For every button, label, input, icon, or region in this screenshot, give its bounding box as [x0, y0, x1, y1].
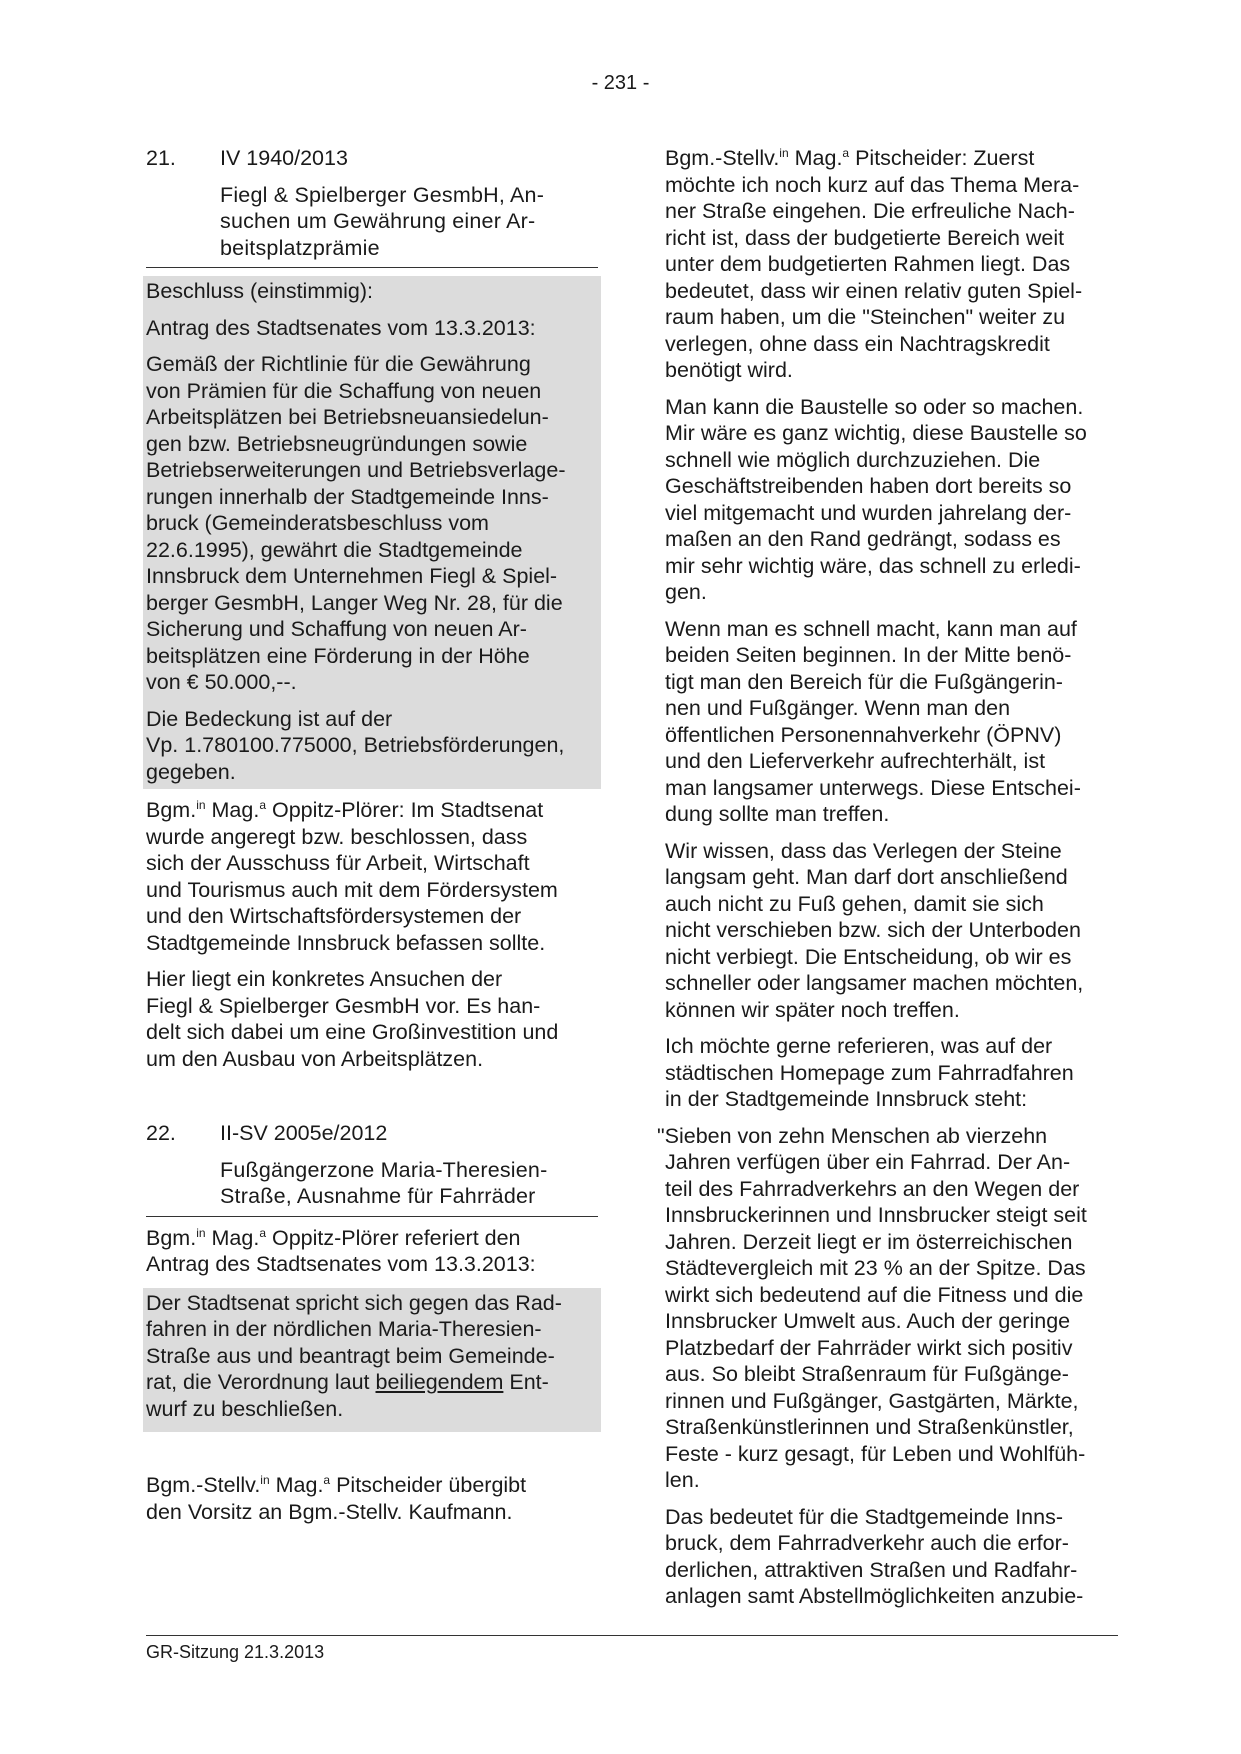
text-line: schneller oder langsamer machen möchten,	[665, 971, 1084, 995]
text-line: verlegen, ohne dass ein Nachtragskredit	[665, 331, 1050, 356]
attachment-link[interactable]: beiliegendem	[375, 1370, 504, 1394]
item-21-code: IV 1940/2013	[220, 146, 348, 170]
speaker-paragraph	[146, 1225, 598, 1278]
text-line: Platzbedarf der Fahrräder wirkt sich positiv	[665, 1335, 1073, 1360]
text-line: Fiegl & Spielberger GesmbH vor. Es han-	[146, 993, 541, 1018]
text-line: in der Stadtgemeinde Innsbruck steht:	[665, 1087, 1028, 1111]
text-line: anlagen samt Abstellmöglichkeiten anzubie-	[665, 1584, 1084, 1608]
text-line: dung sollte man treffen.	[665, 802, 890, 826]
speaker-title: Bgm.-Stellv.	[146, 1473, 261, 1497]
text-line: Innsbruckerinnen und Innsbrucker steigt seit	[665, 1203, 1087, 1227]
text-line: bedeutet, dass wir einen relativ guten Spiel-	[665, 278, 1083, 303]
text-line: möchte ich noch kurz auf das Thema Mera-	[665, 172, 1080, 197]
text-line: Ich möchte gerne referieren, was auf der	[665, 1034, 1053, 1058]
text-line: gegeben.	[146, 759, 236, 784]
text-line: Das bedeutet für die Stadtgemeinde Inns-	[665, 1504, 1064, 1529]
text-line: Arbeitsplätzen bei Betriebsneuansiedelun-	[146, 405, 549, 429]
speaker-line	[665, 145, 1117, 172]
text-line: Geschäftstreibenden haben dort bereits so	[665, 474, 1072, 498]
text-line: rinnen und Fußgänger, Gastgärten, Märkte,	[665, 1388, 1079, 1413]
text-line: Stadtgemeinde Innsbruck befassen sollte.	[146, 930, 546, 955]
text-line: berger GesmbH, Langer Weg Nr. 28, für die	[146, 590, 563, 615]
text-line: um den Ausbau von Arbeitsplätzen.	[146, 1046, 484, 1071]
speaker-title: Mag.	[788, 146, 843, 170]
speaker-title: Bgm.-Stellv.	[665, 146, 780, 170]
text-line: langsam geht. Man darf dort anschließend	[665, 865, 1068, 889]
superscript: in	[260, 1473, 270, 1487]
speaker-line	[146, 797, 598, 824]
text-line: Wir wissen, dass das Verlegen der Steine	[665, 838, 1062, 863]
text-line: Jahren verfügen über ein Fahrrad. Der An-	[665, 1150, 1071, 1174]
text-line: wurf zu beschließen.	[146, 1396, 344, 1421]
paragraph	[665, 394, 1117, 606]
text-line: öffentlichen Personennahverkehr (ÖPNV)	[665, 722, 1062, 747]
text-line: Gemäß der Richtlinie für die Gewährung	[146, 352, 531, 376]
paragraph	[146, 966, 598, 1072]
title-line: Straße, Ausnahme für Fahrräder	[220, 1184, 536, 1208]
text-line: Antrag des Stadtsenates vom 13.3.2013:	[146, 1252, 536, 1276]
superscript: a	[259, 1225, 266, 1240]
text-line: mir sehr wichtig wäre, das schnell zu erledi-	[665, 553, 1081, 578]
text-line: rungen innerhalb der Stadtgemeinde Inns-	[146, 484, 549, 509]
item-22-code: II-SV 2005e/2012	[220, 1121, 388, 1145]
paragraph	[665, 1033, 1117, 1113]
speaker-title: Mag.	[269, 1473, 324, 1497]
text-line: raum haben, um die "Steinchen" weiter zu	[665, 305, 1066, 329]
text-line: maßen an den Rand gedrängt, sodass es	[665, 527, 1061, 551]
item-21-header	[146, 145, 598, 172]
text-line: teil des Fahrradverkehrs an den Wegen der	[665, 1176, 1080, 1201]
title-line: suchen um Gewährung einer Ar-	[220, 209, 536, 233]
text-line: den Vorsitz an Bgm.-Stellv. Kaufmann.	[146, 1499, 513, 1524]
speaker-line	[146, 1472, 598, 1499]
superscript: in	[196, 1225, 206, 1240]
title-line: Fiegl & Spielberger GesmbH, An-	[220, 182, 545, 207]
item-22-number: 22.	[146, 1121, 176, 1145]
speaker-title: Bgm.	[146, 1225, 197, 1250]
text-line: "Sieben von zehn Menschen ab vierzehn	[657, 1123, 1048, 1148]
text-line: gen.	[665, 580, 707, 604]
text-line: Jahren. Derzeit liegt er im österreichischen	[665, 1229, 1073, 1254]
item-22-title	[220, 1157, 598, 1210]
speaker-text: Oppitz-Plörer: Im Stadtsenat	[266, 798, 544, 822]
text-line: Innsbrucker Umwelt aus. Auch der geringe	[665, 1309, 1071, 1333]
text-line: auch nicht zu Fuß gehen, damit sie sich	[665, 891, 1044, 916]
text-line: delt sich dabei um eine Großinvestition und	[146, 1020, 559, 1044]
text-span: Ent-	[503, 1370, 549, 1394]
paragraph	[665, 838, 1117, 1024]
decision-text	[146, 351, 598, 696]
right-column	[657, 145, 1117, 1610]
speaker-paragraph	[665, 145, 1117, 384]
text-line: Straße aus und beantragt beim Gemeinde-	[146, 1343, 555, 1368]
text-line: von Prämien für die Schaffung von neuen	[146, 378, 542, 403]
speaker-text: Oppitz-Plörer referiert den	[266, 1225, 521, 1250]
text-line: 22.6.1995), gewährt die Stadtgemeinde	[146, 537, 523, 562]
speaker-text: Pitscheider: Zuerst	[849, 146, 1035, 170]
page-footer: GR-Sitzung 21.3.2013	[146, 1635, 1118, 1663]
text-line: bruck (Gemeinderatsbeschluss vom	[146, 511, 489, 535]
item-21-number: 21.	[146, 146, 176, 170]
speaker-line	[146, 1225, 598, 1252]
item-21-decision-block	[143, 276, 601, 789]
text-line: beiden Seiten beginnen. In der Mitte benö-	[665, 643, 1072, 667]
item-22-motion-block	[143, 1288, 601, 1433]
text-line: Betriebserweiterungen und Betriebsverlage-	[146, 458, 566, 482]
text-line: unter dem budgetierten Rahmen liegt. Das	[665, 252, 1071, 276]
title-line: Fußgängerzone Maria-Theresien-	[220, 1157, 548, 1182]
text-line: beitsplätzen eine Förderung in der Höhe	[146, 643, 530, 668]
speaker-title: Mag.	[205, 1225, 260, 1250]
item-21-title	[220, 182, 598, 262]
decision-label: Beschluss (einstimmig):	[146, 279, 373, 303]
text-span: rat, die Verordnung laut	[146, 1370, 376, 1394]
text-line: Man kann die Baustelle so oder so machen.	[665, 394, 1084, 419]
text-line: sich der Ausschuss für Arbeit, Wirtschaft	[146, 851, 530, 875]
text-line: bruck, dem Fahrradverkehr auch die erfor-	[665, 1531, 1069, 1555]
text-line: derlichen, attraktiven Straßen und Radfahr-	[665, 1557, 1078, 1582]
text-line: benötigt wird.	[665, 358, 793, 382]
text-line: man langsamer unterwegs. Diese Entschei-	[665, 775, 1081, 800]
motion-label: Antrag des Stadtsenates vom 13.3.2013:	[146, 315, 536, 340]
left-column	[146, 145, 598, 1525]
text-line: Der Stadtsenat spricht sich gegen das Rad-	[146, 1290, 562, 1315]
quote-paragraph	[657, 1123, 1117, 1494]
text-line: Vp. 1.780100.775000, Betriebsförderungen,	[146, 733, 565, 757]
text-line: Hier liegt ein konkretes Ansuchen der	[146, 967, 503, 991]
text-line: Städtevergleich mit 23 % an der Spitze. Das	[665, 1256, 1086, 1280]
text-line: nen und Fußgänger. Wenn man den	[665, 696, 1011, 720]
text-line: nicht verschieben bzw. sich der Unterboden	[665, 918, 1081, 942]
title-divider	[146, 267, 598, 268]
speaker-title: Mag.	[205, 798, 260, 822]
speaker-title: Bgm.	[146, 798, 197, 822]
text-line: Feste - kurz gesagt, für Leben und Wohlfüh-	[665, 1441, 1086, 1466]
text-line: Mir wäre es ganz wichtig, diese Baustelle so	[665, 421, 1087, 445]
text-line: len.	[665, 1468, 700, 1492]
text-line: wurde angeregt bzw. beschlossen, dass	[146, 824, 528, 849]
superscript: in	[779, 146, 789, 160]
text-line: Die Bedeckung ist auf der	[146, 706, 393, 731]
handover-paragraph	[146, 1472, 598, 1525]
paragraph	[665, 1504, 1117, 1610]
text-line: aus. So bleibt Straßenraum für Fußgänge-	[665, 1362, 1069, 1386]
text-line: richt ist, dass der budgetierte Bereich weit	[665, 225, 1065, 250]
text-line: können wir später noch treffen.	[665, 997, 960, 1022]
item-22-header	[146, 1120, 598, 1147]
text-line: gen bzw. Betriebsneugründungen sowie	[146, 431, 528, 456]
text-line: und den Wirtschaftsfördersystemen der	[146, 904, 522, 928]
text-line: schnell wie möglich durchzuziehen. Die	[665, 447, 1041, 472]
text-line: und Tourismus auch mit dem Fördersystem	[146, 877, 558, 902]
text-line: viel mitgemacht und wurden jahrelang der-	[665, 500, 1072, 525]
text-line: ner Straße eingehen. Die erfreuliche Nach-	[665, 199, 1075, 223]
text-line: Straßenkünstlerinnen und Straßenkünstler,	[665, 1415, 1074, 1439]
text-line: tigt man den Bereich für die Fußgängerin-	[665, 669, 1063, 694]
speaker-paragraph	[146, 797, 598, 956]
text-line: Sicherung und Schaffung von neuen Ar-	[146, 617, 527, 641]
text-line: und den Lieferverkehr aufrechterhält, ist	[665, 749, 1046, 773]
superscript: a	[842, 146, 850, 160]
superscript: a	[323, 1473, 331, 1487]
text-line: Wenn man es schnell macht, kann man auf	[665, 616, 1077, 641]
text-line: Innsbruck dem Unternehmen Fiegl & Spiel-	[146, 564, 558, 588]
speaker-text: Pitscheider übergibt	[330, 1473, 527, 1497]
coverage-text	[146, 706, 598, 786]
text-line	[146, 1369, 598, 1396]
superscript: in	[196, 798, 206, 812]
title-line: beitsplatzprämie	[220, 235, 380, 260]
paragraph	[665, 616, 1117, 828]
text-line: nicht verbiegt. Die Entscheidung, ob wir es	[665, 944, 1072, 969]
text-line: von € 50.000,--.	[146, 670, 297, 694]
superscript: a	[259, 798, 266, 812]
page-number: - 231 -	[591, 72, 650, 94]
text-line: wirkt sich bedeutend auf die Fitness und die	[665, 1282, 1084, 1307]
text-line: fahren in der nördlichen Maria-Theresien-	[146, 1317, 542, 1341]
text-line: städtischen Homepage zum Fahrradfahren	[665, 1060, 1074, 1085]
